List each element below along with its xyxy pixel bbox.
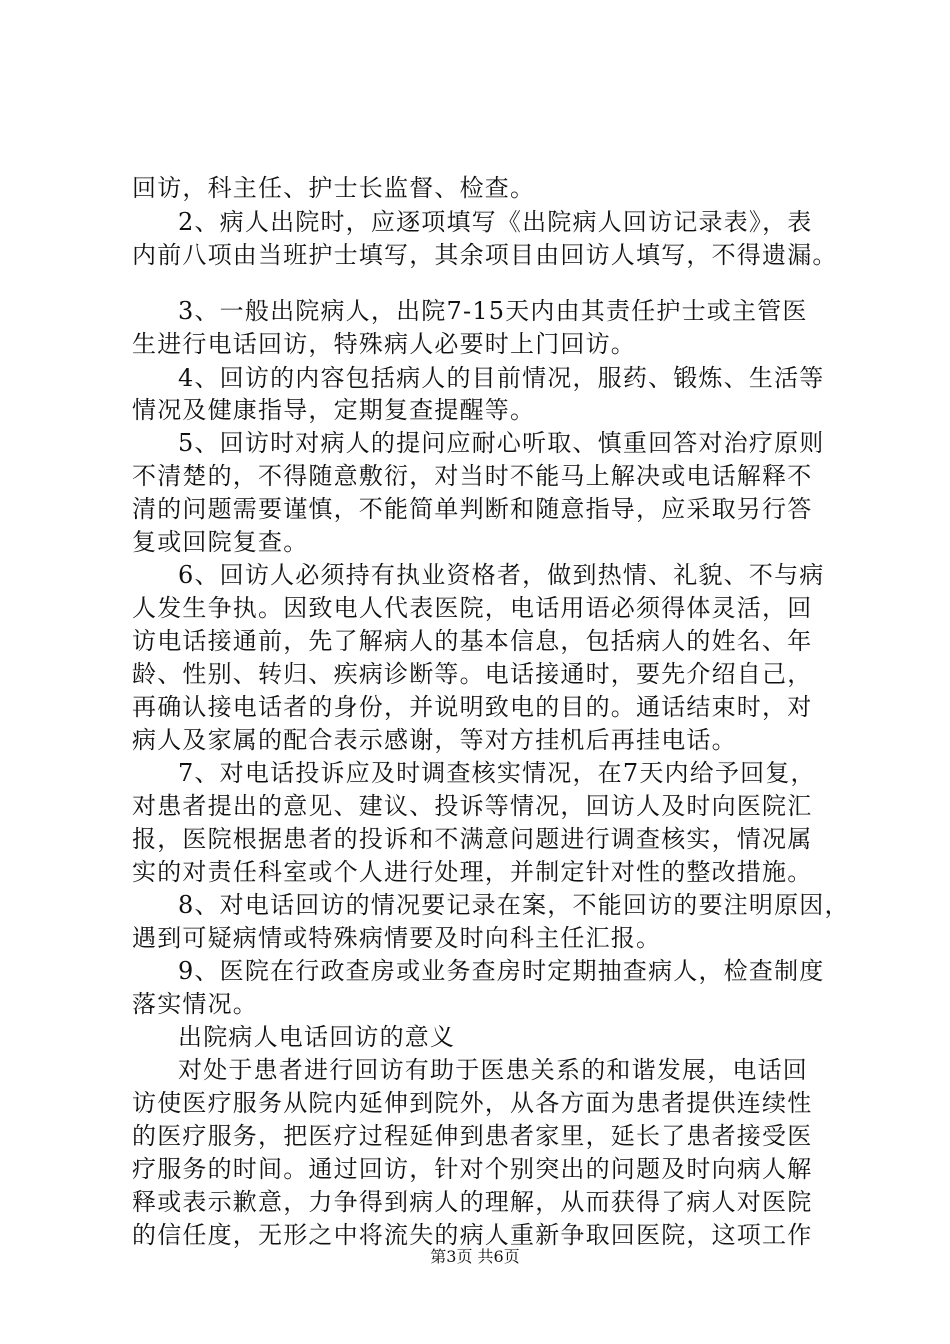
text-line: 的信任度，无形之中将流失的病人重新争取回医院，这项工作: [132, 1221, 813, 1249]
text-line: 再确认接电话者的身份，并说明致电的目的。通话结束时，对: [132, 693, 813, 721]
text-line: 的医疗服务，把医疗过程延伸到患者家里，延长了患者接受医: [132, 1122, 813, 1150]
text-line: 2、病人出院时，应逐项填写《出院病人回访记录表》，表: [178, 208, 813, 236]
text-line: 报，医院根据患者的投诉和不满意问题进行调查核实，情况属: [132, 825, 813, 853]
text-line: 7、对电话投诉应及时调查核实情况，在7天内给予回复，: [178, 759, 816, 787]
text-line: 人发生争执。因致电人代表医院，电话用语必须得体灵活，回: [132, 594, 813, 622]
text-line: 访使医疗服务从院内延伸到院外，从各方面为患者提供连续性: [132, 1089, 813, 1117]
text-line: 遇到可疑病情或特殊病情要及时向科主任汇报。: [132, 924, 662, 952]
text-line: 对处于患者进行回访有助于医患关系的和谐发展，电话回: [178, 1056, 808, 1084]
text-line: 对患者提出的意见、建议、投诉等情况，回访人及时向医院汇: [132, 792, 813, 820]
text-line: 落实情况。: [132, 990, 258, 1018]
text-line: 访电话接通前，先了解病人的基本信息，包括病人的姓名、年: [132, 627, 813, 655]
text-line: 释或表示歉意，力争得到病人的理解，从而获得了病人对医院: [132, 1188, 813, 1216]
text-line: 生进行电话回访，特殊病人必要时上门回访。: [132, 330, 636, 358]
text-line: 9、医院在行政查房或业务查房时定期抽查病人，检查制度: [178, 957, 825, 985]
text-line: 疗服务的时间。通过回访，针对个别突出的问题及时向病人解: [132, 1155, 813, 1183]
text-line: 5、回访时对病人的提问应耐心听取、慎重回答对治疗原则: [178, 429, 825, 457]
text-line: 3、一般出院病人，出院7-15天内由其责任护士或主管医: [178, 297, 808, 325]
text-line: 实的对责任科室或个人进行处理，并制定针对性的整改措施。: [132, 858, 813, 886]
text-line: 不清楚的，不得随意敷衍，对当时不能马上解决或电话解释不: [132, 462, 813, 490]
text-line: 清的问题需要谨慎，不能简单判断和随意指导，应采取另行答: [132, 495, 813, 523]
text-line: 8、对电话回访的情况要记录在案，不能回访的要注明原因，: [178, 891, 850, 919]
text-line: 复或回院复查。: [132, 528, 309, 556]
text-line: 情况及健康指导，定期复查提醒等。: [132, 396, 536, 424]
text-line: 4、回访的内容包括病人的目前情况，服药、锻炼、生活等: [178, 364, 825, 392]
text-line: 内前八项由当班护士填写，其余项目由回访人填写，不得遗漏。: [132, 241, 838, 269]
text-line: 病人及家属的配合表示感谢，等对方挂机后再挂电话。: [132, 726, 737, 754]
text-line: 龄、性别、转归、疾病诊断等。电话接通时，要先介绍自己，: [132, 660, 813, 688]
section-heading: 出院病人电话回访的意义: [178, 1023, 456, 1051]
text-line: 6、回访人必须持有执业资格者，做到热情、礼貌、不与病: [178, 561, 825, 589]
page-number-footer: 第3页 共6页: [430, 1247, 520, 1266]
text-line: 回访，科主任、护士长监督、检查。: [132, 174, 536, 202]
